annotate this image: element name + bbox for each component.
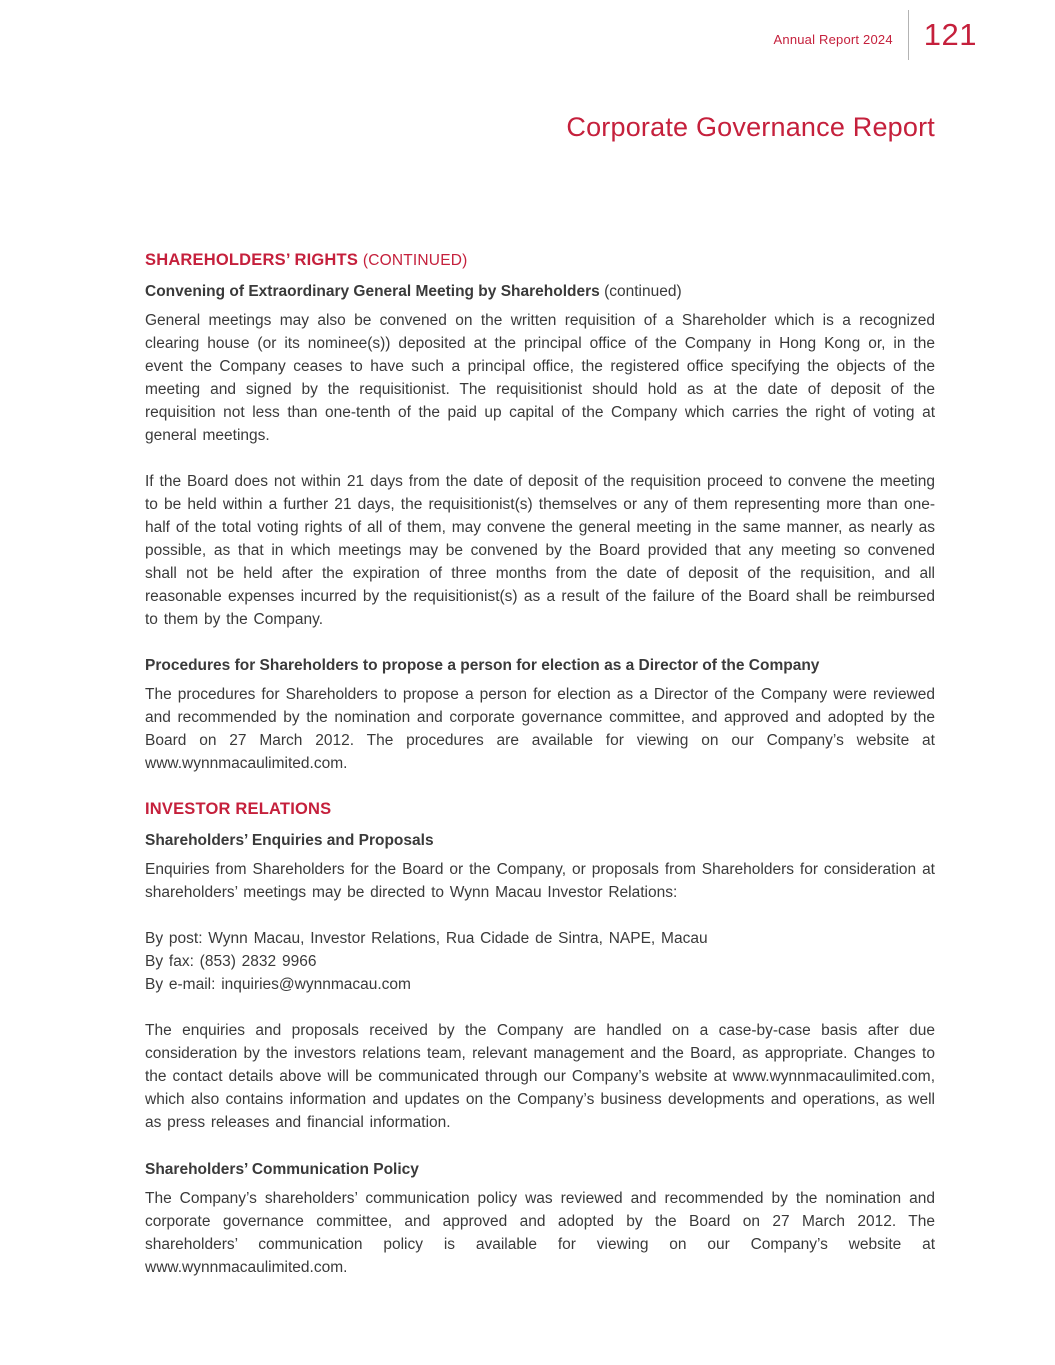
report-label: Annual Report 2024 [773,31,893,47]
contact-block [145,927,935,996]
subheading-convening-continued: (continued) [604,283,682,300]
paragraph-procedures-1: The procedures for Shareholders to propose a person for election as a Director of the Company were reviewed and recommended by the nomination and corporate governance committee, and approved and adopted by the Board on 27 March 2012. The procedures are available for viewing on our Company’s website at www.wynnmacaulimited.com. [145,686,935,772]
document-title: Corporate Governance Report [566,112,935,142]
contact-line-email: By e-mail: inquiries@wynnmacau.com [145,976,411,993]
content-wrap [145,112,935,1279]
subheading-convening-text: Convening of Extraordinary General Meeting by Shareholders [145,283,600,300]
header-divider [908,10,909,60]
page-header [774,6,977,64]
section-heading-shareholders-rights [145,249,935,272]
subheading-communication-policy: Shareholders’ Communication Policy [145,1161,419,1178]
paragraph-enquiries-1: Enquiries from Shareholders for the Board or the Company, or proposals from Shareholders for consideration at shareholders’ meetings may be directed to Wynn Macau Investor Relations: [145,861,935,901]
paragraph-enquiries-2: The enquiries and proposals received by the Company are handled on a case-by-case basis after due consideration by the investors relations team, relevant management and the Board, as appropriate. Changes to the contact details above will be communicated through our Company’s website at www.wynnmacaulimited.com, which also contains information and updates on the Company’s business developments and operations, as well as press releases and financial information. [145,1022,935,1131]
page-number: 121 [923,17,977,52]
contact-line-fax: By fax: (853) 2832 9966 [145,953,317,970]
paragraph-convening-1: General meetings may also be convened on the written requisition of a Shareholder which is a recognized clearing house (or its nominee(s)) deposited at the principal office of the Company in Hong Kong or, in the event the Company ceases to have such a principal office, the registered office specifying the objects of the meeting and signed by the requisitionist. The requisitionist should hold as at the date of deposit of the requisition not less than one-tenth of the paid up capital of the Company which carries the right of voting at general meetings. [145,312,935,444]
section-heading-text: SHAREHOLDERS’ RIGHTS [145,251,359,269]
subheading-convening-egm [145,280,935,303]
section-heading-investor-relations: INVESTOR RELATIONS [145,800,332,818]
subheading-enquiries-proposals: Shareholders’ Enquiries and Proposals [145,832,434,849]
contact-line-post: By post: Wynn Macau, Investor Relations, Rua Cidade de Sintra, NAPE, Macau [145,930,708,947]
paragraph-convening-2: If the Board does not within 21 days from the date of deposit of the requisition proceed to convene the meeting to be held within a further 21 days, the requisitionist(s) themselves or any of them representing more than one-half of the total voting rights of all of them, may convene the general meeting in the same manner, as nearly as possible, as that in which meetings may be convened by the Board provided that any meeting so convened shall not be held after the expiration of three months from the date of deposit of the requisition, and all reasonable expenses incurred by the requisitionist(s) as a result of the failure of the Board shall be reimbursed to them by the Company. [145,473,935,628]
paragraph-communication-1: The Company’s shareholders’ communication policy was reviewed and recommended by the nomination and corporate governance committee, and approved and adopted by the Board on 27 March 2012. The shareholders’ communication policy is available for viewing on our Company’s website at www.wynnmacaulimited.com. [145,1190,935,1276]
section-heading-continued: (CONTINUED) [362,252,468,269]
subheading-procedures-election: Procedures for Shareholders to propose a person for election as a Director of the Company [145,657,820,674]
document-content [145,249,935,1279]
